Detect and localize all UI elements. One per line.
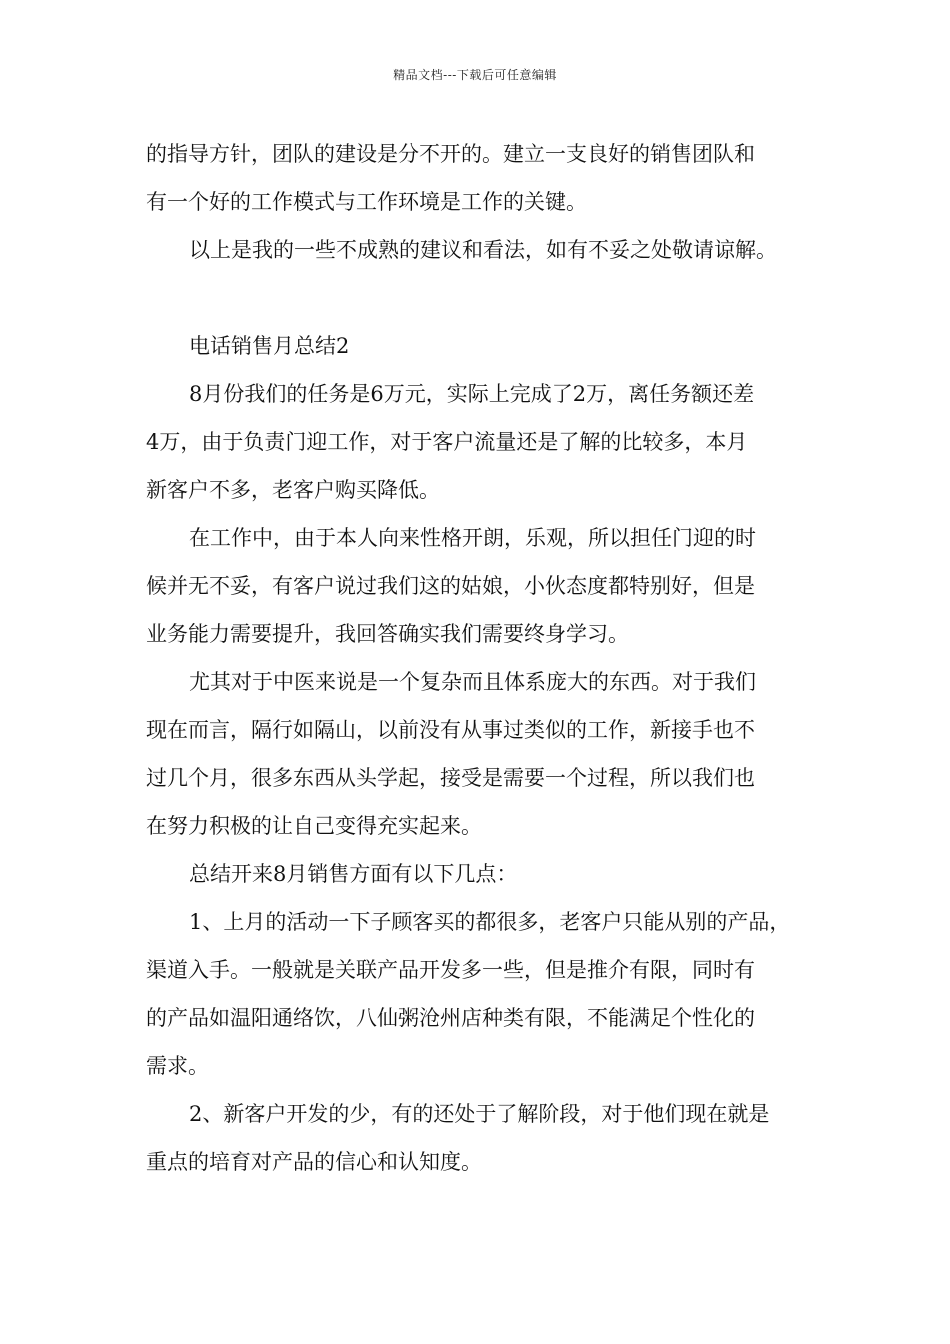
paragraph-line: 现在而言，隔行如隔山，以前没有从事过类似的工作，新接手也不 xyxy=(146,718,755,742)
paragraph-8 xyxy=(146,1090,826,1186)
section-title xyxy=(146,322,826,370)
paragraph-line: 新客户不多，老客户购买降低。 xyxy=(146,478,440,502)
paragraph-line: 业务能力需要提升，我回答确实我们需要终身学习。 xyxy=(146,622,629,646)
paragraph-4 xyxy=(146,514,826,658)
paragraph-line: 重点的培育对产品的信心和认知度。 xyxy=(146,1150,482,1174)
page-header: 精品文档---下载后可任意编辑 xyxy=(393,68,557,82)
paragraph-line: 的指导方针，团队的建设是分不开的。建立一支良好的销售团队和 xyxy=(146,142,755,166)
paragraph-line: 2、新客户开发的少，有的还处于了解阶段，对于他们现在就是 xyxy=(189,1102,770,1126)
paragraph-7 xyxy=(146,898,826,1090)
paragraph-line: 渠道入手。一般就是关联产品开发多一些，但是推介有限，同时有 xyxy=(146,958,755,982)
paragraph-3 xyxy=(146,370,826,514)
paragraph-line: 在工作中，由于本人向来性格开朗，乐观，所以担任门迎的时 xyxy=(189,526,756,550)
paragraph-5 xyxy=(146,658,826,850)
paragraph-line: 有一个好的工作模式与工作环境是工作的关键。 xyxy=(146,190,587,214)
paragraph-line: 电话销售月总结2 xyxy=(189,334,350,358)
paragraph-line: 8月份我们的任务是6万元，实际上完成了2万，离任务额还差 xyxy=(189,382,755,406)
paragraph-line: 尤其对于中医来说是一个复杂而且体系庞大的东西。对于我们 xyxy=(189,670,756,694)
paragraph-line: 在努力积极的让自己变得充实起来。 xyxy=(146,814,482,838)
paragraph-line: 以上是我的一些不成熟的建议和看法，如有不妥之处敬请谅解。 xyxy=(189,238,777,262)
document-body xyxy=(146,130,826,1186)
paragraph-1 xyxy=(146,130,826,226)
paragraph-line: 的产品如温阳通络饮，八仙粥沧州店种类有限，不能满足个性化的 xyxy=(146,1006,755,1030)
paragraph-2 xyxy=(146,226,826,274)
paragraph-6 xyxy=(146,850,826,898)
paragraph-line: 需求。 xyxy=(146,1054,209,1078)
paragraph-line: 1、上月的活动一下子顾客买的都很多，老客户只能从别的产品， xyxy=(189,910,791,934)
paragraph-line: 总结开来8月销售方面有以下几点： xyxy=(189,862,518,886)
paragraph-line: 候并无不妥，有客户说过我们这的姑娘，小伙态度都特别好，但是 xyxy=(146,574,755,598)
blank-line xyxy=(146,274,826,322)
paragraph-line: 4万，由于负责门迎工作，对于客户流量还是了解的比较多，本月 xyxy=(146,430,748,454)
paragraph-line: 过几个月，很多东西从头学起，接受是需要一个过程，所以我们也 xyxy=(146,766,755,790)
